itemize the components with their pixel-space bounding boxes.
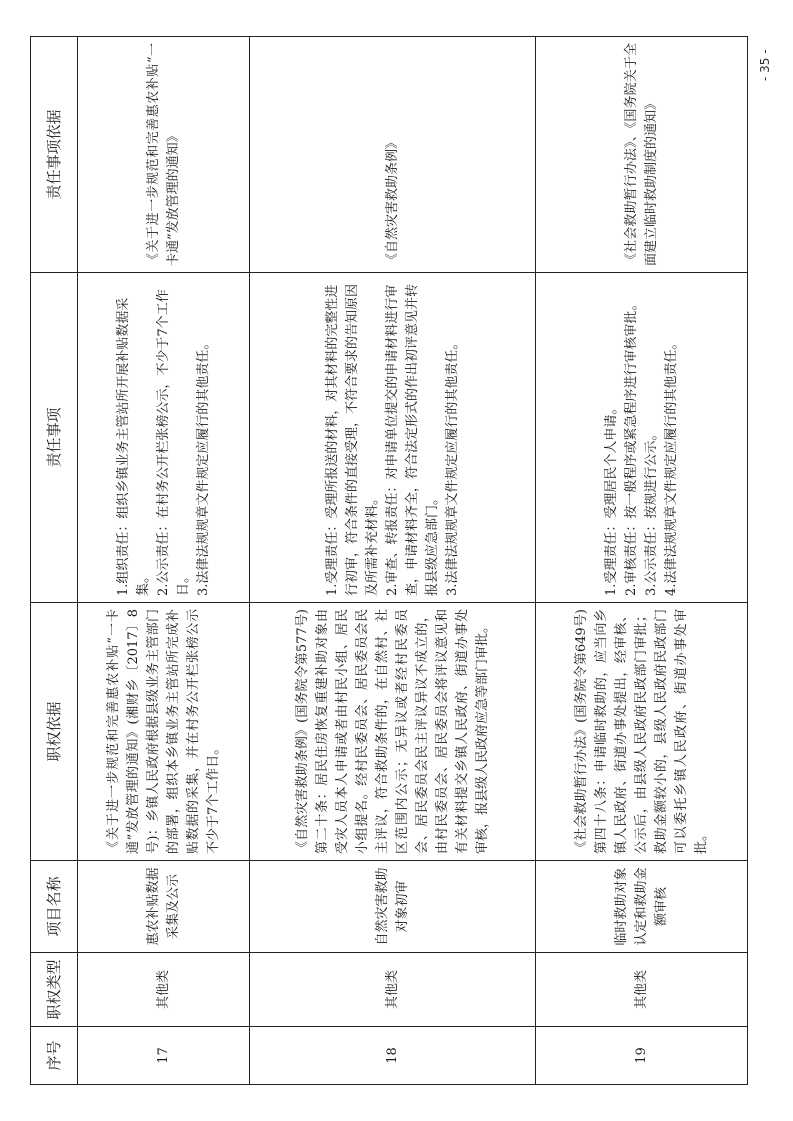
row-no: 18	[250, 1027, 536, 1085]
resp-line: 1.组织责任：组织乡镇业务主管站所开展补贴数据采集。	[115, 297, 151, 596]
row-name: 临时救助对象认定和救助金额审核	[536, 861, 748, 953]
row-no: 17	[78, 1027, 250, 1085]
row-law: 《社会救助暂行办法》、《国务院关于全面建立临时救助制度的通知》	[536, 37, 748, 273]
resp-line: 2.公示责任：在村务公开栏张榜公示，不少于7个工作日。	[155, 289, 191, 596]
resp-line: 1.受理责任：受理所报送的材料，对其材料的完整性进行初审，符合条件的直接受理，不符合要求的告知原因及所需补充材料。	[324, 283, 380, 596]
resp-line: 3.法律法规规章文件规定应履行的其他责任。	[195, 336, 211, 596]
row-law: 《自然灾害救助条例》	[250, 37, 536, 273]
row-resp	[250, 273, 536, 603]
resp-line: 2.审查、转报责任：对申请单位提交的申请材料进行审查，申请材料齐全，符合法定形式的作出初评意见并转报县级应急部门。	[384, 283, 440, 596]
header-name: 项目名称	[31, 861, 78, 953]
row-name: 自然灾害救助对象初审	[250, 861, 536, 953]
row-law: 《关于进一步规范和完善惠农补贴“一卡通”发放管理的通知》	[78, 37, 250, 273]
resp-line: 2.审核责任：按一般程序或紧急程序进行审核审批。	[623, 297, 639, 596]
row-name: 惠农补贴数据采集及公示	[78, 861, 250, 953]
table-header-row	[31, 37, 78, 1085]
row-type: 其他类	[536, 953, 748, 1027]
row-basis: 《关于进一步规范和完善惠农补贴“一卡通”发放管理的通知》(湘财乡〔2017〕8号)：乡镇人民政府根据县级业务主管部门的部署，组织本乡镇业务主管站所完成补贴数据的采集，并在村务公开栏张榜公示不少于7个工作日。	[78, 603, 250, 861]
table-row	[78, 37, 250, 1085]
table-row	[250, 37, 536, 1085]
header-type: 职权类型	[31, 953, 78, 1027]
row-resp	[78, 273, 250, 603]
row-type: 其他类	[250, 953, 536, 1027]
resp-line: 4.法律法规规章文件规定应履行的其他责任。	[663, 336, 679, 596]
resp-line: 3.公示责任：按规进行公示。	[643, 427, 659, 596]
row-basis: 《自然灾害救助条例》(国务院令第577号)第二十条：居民住房恢复重建补助对象由受灾人员本人申请或者由村民小组、居民小组提名。经村民委员会、居民委员会民主评议，符合救助条件的，在自然村、社区范围内公示；无异议或者经村民委员会、居民委员会民主评议异议不成立的，由村民委员会、居民委员会将评议意见和有关材料提交乡镇人民政府、街道办事处审核，报县级人民政府应急等部门审批。	[250, 603, 536, 861]
row-type: 其他类	[78, 953, 250, 1027]
row-resp	[536, 273, 748, 603]
header-resp: 责任事项	[31, 273, 78, 603]
header-no: 序号	[31, 1027, 78, 1085]
row-basis: 《社会救助暂行办法》(国务院令第649号)第四十八条：申请临时救助的，应当向乡镇人民政府、街道办事处提出，经审核、公示后，由县级人民政府民政部门审批；救助金额较小的，县级人民政府民政部门可以委托乡镇人民政府、街道办事处审批。	[536, 603, 748, 861]
row-no: 19	[536, 1027, 748, 1085]
responsibility-table	[30, 36, 748, 1085]
resp-line: 1.受理责任：受理居民个人申请。	[603, 401, 619, 596]
page-number: - 35 -	[758, 49, 772, 81]
resp-line: 3.法律法规规章文件规定应履行的其他责任。	[444, 336, 460, 596]
table-row	[536, 37, 748, 1085]
header-basis: 职权依据	[31, 603, 78, 861]
header-law: 责任事项依据	[31, 37, 78, 273]
